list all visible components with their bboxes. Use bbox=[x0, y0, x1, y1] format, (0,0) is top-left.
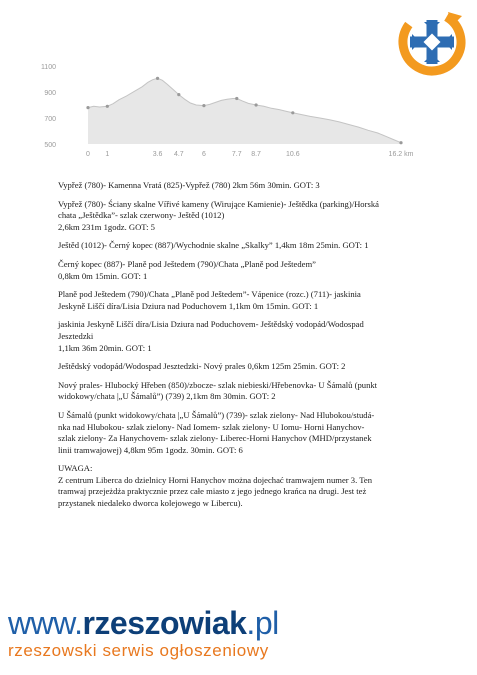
waypoint-marker bbox=[235, 97, 238, 100]
elevation-area bbox=[88, 78, 401, 144]
x-tick-label: 10.6 bbox=[285, 151, 300, 158]
waypoint-marker bbox=[86, 106, 89, 109]
x-tick-label: 0 bbox=[86, 151, 90, 158]
route-segment bbox=[58, 240, 438, 252]
brand-tld: .pl bbox=[246, 605, 279, 641]
route-description bbox=[58, 180, 438, 517]
route-segment-line: jaskinia Jeskyně Liščí díra/Lisia Dziura nad Poduchovem- Ještědský vodopád/Wodospad bbox=[58, 319, 364, 330]
route-segment-line: chata „Ještědka”- szlak czerwony- Ještěd (1012) bbox=[58, 210, 225, 221]
route-segment-line: Vypřež (780)- Kamenna Vratá (825)-Vypřež (780) 2km 56m 30min. GOT: 3 bbox=[58, 180, 320, 190]
y-tick-label: 1100 bbox=[40, 64, 56, 71]
route-segment-line: widokowy/chata |„U Šámalů”) (739) 2,1km 8m 30min. GOT: 2 bbox=[58, 391, 276, 402]
route-segment bbox=[58, 289, 438, 312]
note-line: przystanek niedaleko dworca kolejowego w Libercu). bbox=[58, 498, 243, 509]
route-segment bbox=[58, 380, 438, 403]
x-tick-label: 3.6 bbox=[152, 151, 163, 158]
waypoint-marker bbox=[291, 111, 294, 114]
waypoint-marker bbox=[106, 105, 109, 108]
y-tick-label: 500 bbox=[44, 142, 56, 149]
route-segment bbox=[58, 410, 438, 456]
brand-url[interactable] bbox=[8, 606, 468, 640]
x-tick-label: 1 bbox=[105, 151, 110, 158]
route-segment-line: Jesztedzki bbox=[58, 330, 94, 341]
route-segment bbox=[58, 199, 438, 234]
route-segment bbox=[58, 180, 438, 192]
route-segment-line: Ještědský vodopád/Wodospad Jesztedzki- Nový prales 0,6km 125m 25min. GOT: 2 bbox=[58, 361, 346, 372]
route-segment-line: nka nad Hlubokou- szlak zielony- Nad Iomem- szlak zielony- U Iomu- Horni Hanychov- bbox=[58, 421, 365, 432]
waypoint-marker bbox=[254, 103, 257, 106]
brand-www: www. bbox=[8, 605, 83, 641]
route-segment-line: Ještěd (1012)- Černý kopec (887)/Wychodnie skalne „Skalky” 1,4km 18m 25min. GOT: 1 bbox=[58, 240, 369, 251]
route-segment-line: szlak zielony- Za Hanychovem- szlak zielony- Liberec-Horni Hanychov (MHD/przystanek bbox=[58, 433, 372, 444]
elevation-profile-chart bbox=[36, 56, 421, 166]
route-segment-line: Jeskyně Liščí díra/Lisia Dziura nad Poduchovem 1,1km 0m 15min. GOT: 1 bbox=[58, 300, 319, 311]
route-segment bbox=[58, 361, 438, 373]
waypoint-marker bbox=[156, 77, 159, 80]
route-segment-line: Černý kopec (887)- Planě pod Ještedem (790)/Chata „Planě pod Ještedem” bbox=[58, 258, 316, 269]
route-segment-line: 2,6km 231m 1godz. GOT: 5 bbox=[58, 221, 155, 232]
x-tick-label: 7.7 bbox=[231, 151, 242, 158]
brand-footer bbox=[8, 606, 468, 661]
note-line: Z centrum Liberca do dzielnicy Horni Hanychov można dojechać tramwajem numer 3. Ten bbox=[58, 474, 372, 485]
route-segment-line: 0,8km 0m 15min. GOT: 1 bbox=[58, 270, 148, 281]
route-segment-line: U Šámalů (punkt widokowy/chata |„U Šámalů”) (739)- szlak zielony- Nad Hlubokou/studá- bbox=[58, 409, 375, 420]
note-block bbox=[58, 463, 438, 509]
waypoint-marker bbox=[177, 93, 180, 96]
route-segment-line: linii tramwajowej) 4,8km 95m 1godz. 30min. GOT: 6 bbox=[58, 444, 243, 455]
note-title: UWAGA: bbox=[58, 463, 93, 474]
waypoint-marker bbox=[202, 104, 205, 107]
note-line: tramwaj przejeżdża praktycznie przez całe miasto z jego jednego krańca na drugi. Jest też bbox=[58, 486, 367, 497]
route-segment-line: 1,1km 36m 20min. GOT: 1 bbox=[58, 342, 152, 353]
x-tick-label: 8.7 bbox=[251, 151, 261, 158]
y-tick-label: 700 bbox=[44, 116, 56, 123]
x-tick-label: 6 bbox=[201, 151, 206, 158]
elevation-profile-svg bbox=[36, 56, 421, 166]
brand-name: rzeszowiak bbox=[82, 605, 247, 641]
brand-tagline: rzeszowski serwis ogłoszeniowy bbox=[8, 641, 269, 660]
y-tick-label: 900 bbox=[44, 90, 56, 97]
route-segment-line: Planě pod Ještedem (790)/Chata „Planě pod Ještedem”- Vápenice (rozc.) (711)- jaskinia bbox=[58, 289, 361, 300]
route-segment bbox=[58, 319, 438, 354]
route-segment bbox=[58, 259, 438, 282]
route-segment-line: Vypřež (780)- Ściany skalne Vířivé kameny (Wirujące Kamienie)- Ještědka (parking)/Horská bbox=[58, 198, 379, 209]
waypoint-marker bbox=[399, 141, 402, 144]
x-tick-label: 4.7 bbox=[173, 151, 184, 158]
x-tick-label: 16.2 km bbox=[388, 151, 414, 158]
route-segment-line: Nový prales- Hlubocký Hřeben (850)/zbocze- szlak niebieski/Hřebenovka- U Šámalů (punkt bbox=[58, 379, 378, 390]
